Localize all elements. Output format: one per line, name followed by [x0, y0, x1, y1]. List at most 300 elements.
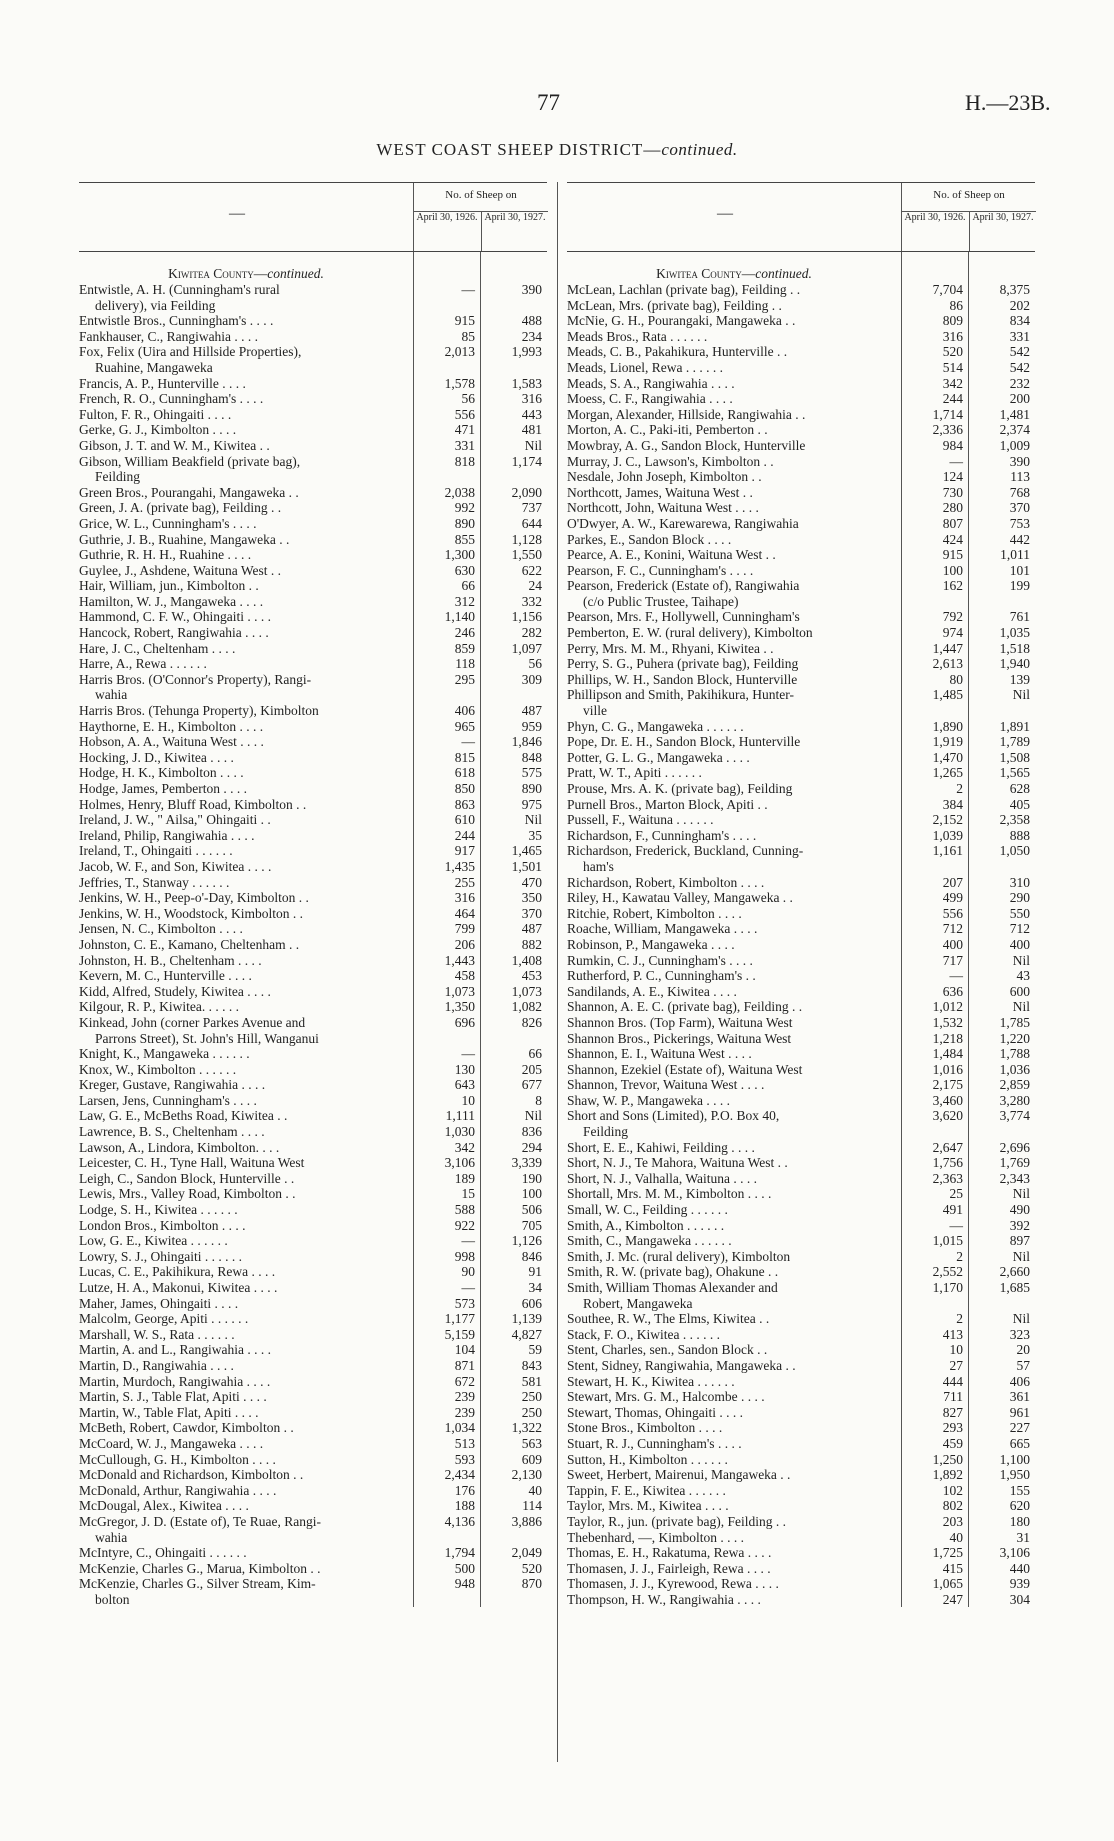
table-row: [79, 1186, 547, 1202]
table-row: [79, 734, 547, 750]
table-row: [79, 843, 547, 859]
owner-name: [567, 999, 893, 1015]
table-row: [79, 547, 547, 563]
table-row: [79, 563, 547, 579]
owner-name: [567, 547, 893, 563]
sheep-count-1927: 1,128: [511, 531, 542, 547]
sheep-count-1926: 711: [943, 1389, 963, 1405]
sheep-count-1926: 255: [454, 874, 475, 890]
sheep-count-1926: 984: [942, 437, 963, 453]
owner-name-line: Shannon, Ezekiel (Estate of), Waituna West: [567, 1061, 803, 1077]
owner-name: [79, 1467, 405, 1483]
table-row: [79, 1561, 547, 1577]
owner-name-line: Northcott, John, Waituna West . . . .: [567, 500, 759, 516]
table-row: [79, 1202, 547, 1218]
sheep-count-1927: 101: [1009, 562, 1030, 578]
owner-name-line: Marshall, W. S., Rata . . . . . .: [79, 1326, 235, 1342]
owner-name-line: Pearson, Frederick (Estate of), Rangiwahia: [567, 578, 800, 594]
sheep-count-1927: 1,950: [999, 1467, 1030, 1483]
owner-name-line: London Bros., Kimbolton . . . .: [79, 1217, 246, 1233]
owner-name-line: Potter, G. L. G., Mangaweka . . . .: [567, 749, 750, 765]
owner-name-line: McGregor, J. D. (Estate of), Te Ruae, Rangi-: [79, 1513, 321, 1529]
sheep-count-1927: 331: [1009, 328, 1030, 344]
table-row: [79, 516, 547, 532]
owner-name: [567, 656, 893, 672]
owner-name-line: Pemberton, E. W. (rural delivery), Kimbolton: [567, 625, 813, 641]
sheep-count-1927: 2,696: [999, 1139, 1030, 1155]
owner-name: [79, 1327, 405, 1343]
sheep-count-1927: 1,785: [999, 1014, 1030, 1030]
sheep-count-1926: 1,140: [444, 609, 475, 625]
sheep-count-1926: 1,016: [932, 1061, 963, 1077]
table-row: [79, 438, 547, 454]
table-row: [79, 1452, 547, 1468]
sheep-count-1927: 1,073: [511, 983, 542, 999]
owner-name: [567, 1093, 893, 1109]
owner-name: [79, 1218, 405, 1234]
owner-name: [79, 999, 405, 1015]
county-suffix: continued.: [267, 266, 324, 281]
owner-name-line: Jensen, N. C., Kimbolton . . . .: [79, 921, 243, 937]
owner-name: [567, 687, 893, 718]
owner-name-line: Sandilands, A. E., Kiwitea . . . .: [567, 983, 737, 999]
sheep-count-1926: 203: [942, 1513, 963, 1529]
owner-name-line: Thomas, E. H., Rakatuma, Rewa . . . .: [567, 1545, 772, 1561]
table-row: [79, 890, 547, 906]
sheep-count-1927: 400: [1009, 936, 1030, 952]
sheep-count-1927: 665: [1009, 1435, 1030, 1451]
sheep-count-1926: 799: [454, 921, 475, 937]
owner-name-continuation: delivery), via Feilding: [95, 297, 216, 313]
table-row: [567, 1483, 1035, 1499]
owner-name: [79, 968, 405, 984]
sheep-count-1927: 390: [1009, 453, 1030, 469]
table-row: [79, 1218, 547, 1234]
sheep-count-1927: Nil: [524, 1108, 542, 1124]
table-row: [567, 532, 1035, 548]
table-row: [567, 1046, 1035, 1062]
sheep-count-1927: 542: [1009, 359, 1030, 375]
sheep-count-1927: 56: [528, 656, 542, 672]
owner-name: [79, 1093, 405, 1109]
owner-name: [567, 516, 893, 532]
page-title: [0, 140, 1114, 160]
table-row: [567, 1374, 1035, 1390]
sheep-count-1927: 1,685: [999, 1280, 1030, 1295]
sheep-count-1927: 139: [1009, 671, 1030, 687]
owner-name: [567, 1218, 893, 1234]
sheep-count-1926: 189: [454, 1170, 475, 1186]
sheep-count-1926: 2: [956, 781, 963, 796]
table-row: [79, 781, 547, 797]
sheep-count-1926: 162: [942, 578, 963, 594]
owner-name: [567, 1467, 893, 1483]
sheep-count-1927: Nil: [1012, 1311, 1030, 1327]
owner-name-continuation: ham's: [583, 858, 614, 874]
table-row: [79, 859, 547, 875]
owner-name: [567, 1452, 893, 1468]
owner-name: [567, 1514, 893, 1530]
sheep-count-1927: 1,565: [999, 765, 1030, 781]
sheep-count-1927: 91: [528, 1264, 542, 1280]
sheep-count-1927: 488: [521, 313, 542, 329]
owner-name-line: Kinkead, John (corner Parkes Avenue and: [79, 1014, 306, 1030]
sheep-count-1927: 575: [521, 765, 542, 781]
sheep-count-1926: 246: [454, 625, 475, 641]
table-row: [567, 1420, 1035, 1436]
owner-name-continuation: (c/o Public Trustee, Taihape): [583, 593, 739, 609]
sheep-count-1926: 890: [454, 515, 475, 531]
owner-name-line: Morton, A. C., Paki-iti, Pemberton . .: [567, 422, 768, 438]
sheep-count-1927: 620: [1009, 1498, 1030, 1514]
sheep-count-1926: 863: [454, 796, 475, 812]
table-row: [79, 422, 547, 438]
left-column: [79, 182, 547, 1607]
sheep-count-1926: 2,552: [932, 1264, 963, 1280]
owner-name-line: McNie, G. H., Pourangaki, Mangaweka . .: [567, 313, 796, 329]
table-row: [79, 1358, 547, 1374]
owner-name: [79, 1264, 405, 1280]
owner-name-continuation: Robert, Mangaweka: [583, 1295, 693, 1311]
owner-name: [567, 812, 893, 828]
table-row: [79, 1514, 547, 1545]
owner-name-line: Northcott, James, Waituna West . .: [567, 484, 753, 500]
table-row: [567, 1218, 1035, 1234]
sheep-count-1926: 85: [461, 328, 475, 344]
sheep-count-1927: 1,481: [999, 406, 1030, 422]
county-name: Kiwitea County—: [168, 266, 268, 281]
sheep-count-1927: 370: [521, 905, 542, 921]
col-1927-label: April 30, 1927.: [481, 212, 548, 251]
sheep-count-1926: 588: [454, 1202, 475, 1218]
owner-name: [79, 1389, 405, 1405]
sheep-count-1927: 155: [1009, 1482, 1030, 1498]
sheep-count-1926: 809: [942, 313, 963, 329]
table-row: [79, 765, 547, 781]
sheep-count-1926: 917: [454, 843, 475, 859]
sheep-count-1927: 1,126: [511, 1233, 542, 1249]
owner-name: [567, 1530, 893, 1546]
sheep-count-1927: 3,280: [999, 1092, 1030, 1108]
table-row: [567, 1108, 1035, 1139]
owner-name: [79, 547, 405, 563]
sheep-count-1926: 593: [454, 1451, 475, 1467]
table-body: [79, 252, 547, 1607]
owner-name: [567, 500, 893, 516]
table-row: [79, 1420, 547, 1436]
table-row: [567, 1202, 1035, 1218]
owner-name: [79, 843, 405, 859]
sheep-count-group-label: No. of Sheep on: [414, 183, 548, 212]
table-row: [567, 360, 1035, 376]
owner-name: [79, 578, 405, 594]
owner-name: [79, 1108, 405, 1124]
owner-name-line: Lawrence, B. S., Cheltenham . . . .: [79, 1124, 265, 1140]
owner-name: [567, 937, 893, 953]
owner-name: [79, 1405, 405, 1421]
owner-name-line: Meads, C. B., Pakahikura, Hunterville . .: [567, 344, 788, 360]
owner-name-line: Perry, S. G., Puhera (private bag), Feilding: [567, 656, 799, 672]
owner-name-line: Nesdale, John Joseph, Kimbolton . .: [567, 469, 762, 485]
sheep-count-1926: 915: [942, 547, 963, 563]
sheep-count-1927: 600: [1009, 983, 1030, 999]
table-row: [567, 1467, 1035, 1483]
sheep-count-1926: 10: [461, 1092, 475, 1108]
owner-name: [79, 1545, 405, 1561]
owner-name: [79, 407, 405, 423]
table-row: [79, 984, 547, 1000]
owner-name-line: Gerke, G. J., Kimbolton . . . .: [79, 422, 237, 438]
table-row: [567, 376, 1035, 392]
sheep-count-1927: 2,049: [511, 1545, 542, 1561]
sheep-count-1927: 1,139: [511, 1311, 542, 1327]
owner-name-line: Hodge, James, Pemberton . . . .: [79, 781, 247, 796]
sheep-count-1926: 643: [454, 1077, 475, 1093]
sheep-count-1926: 206: [454, 936, 475, 952]
owner-name: [79, 1202, 405, 1218]
table-row: [567, 797, 1035, 813]
table-row: [567, 641, 1035, 657]
sheep-count-1926: 295: [454, 671, 475, 687]
sheep-count-1926: 1,725: [932, 1545, 963, 1561]
owner-name-line: Kilgour, R. P., Kiwitea. . . . . .: [79, 999, 239, 1015]
sheep-count-1926: 573: [454, 1295, 475, 1311]
table-row: [567, 1093, 1035, 1109]
owner-name-line: McIntyre, C., Ohingaiti . . . . . .: [79, 1545, 247, 1561]
owner-name-line: Thomasen, J. J., Kyrewood, Rewa . . . .: [567, 1576, 779, 1592]
sheep-count-1927: 506: [521, 1202, 542, 1218]
sheep-count-1926: 40: [949, 1529, 963, 1545]
owner-name-line: Taylor, R., jun. (private bag), Feilding . .: [567, 1513, 786, 1529]
owner-name-line: Harre, A., Rewa . . . . . .: [79, 656, 207, 672]
owner-name: [79, 1077, 405, 1093]
table-row: [79, 921, 547, 937]
sheep-count-1926: 998: [454, 1248, 475, 1264]
owner-name: [79, 516, 405, 532]
sheep-count-1927: 443: [521, 406, 542, 422]
owner-name-continuation: Feilding: [583, 1124, 629, 1140]
sheep-count-1927: 737: [521, 500, 542, 516]
col-1926-label: April 30, 1926.: [416, 212, 478, 223]
sheep-count-1926: 491: [942, 1202, 963, 1218]
sheep-count-1927: 1,408: [511, 952, 542, 968]
table-row: [567, 344, 1035, 360]
sheep-count-1926: 400: [942, 936, 963, 952]
owner-name: [79, 1420, 405, 1436]
owner-name: [79, 765, 405, 781]
owner-name: [567, 1576, 893, 1592]
table-row: [79, 594, 547, 610]
owner-name: [79, 376, 405, 392]
table-row: [79, 953, 547, 969]
sheep-count-1927: 768: [1009, 484, 1030, 500]
table-row: [79, 1498, 547, 1514]
owner-name: [79, 1140, 405, 1156]
owner-name-line: Martin, S. J., Table Flat, Apiti . . . .: [79, 1389, 267, 1405]
owner-name-line: Fankhauser, C., Rangiwahia . . . .: [79, 328, 259, 344]
table-row: [567, 1498, 1035, 1514]
table-row: [567, 953, 1035, 969]
owner-name: [79, 1514, 405, 1545]
sheep-count-1927: 8,375: [999, 282, 1030, 297]
owner-name-line: Low, G. E., Kiwitea . . . . . .: [79, 1233, 228, 1249]
owner-name: [567, 469, 893, 485]
sheep-count-1926: 1,039: [932, 827, 963, 843]
owner-name: [567, 1155, 893, 1171]
owner-name: [567, 1483, 893, 1499]
table-row: [567, 765, 1035, 781]
sheep-count-1926: —: [949, 968, 963, 984]
table-row: [567, 454, 1035, 470]
table-row: [567, 422, 1035, 438]
owner-name: [79, 532, 405, 548]
table-row: [567, 485, 1035, 501]
sheep-count-1927: 34: [528, 1280, 542, 1295]
table-row: [567, 1264, 1035, 1280]
sheep-count-1927: 190: [521, 1170, 542, 1186]
table-row: [79, 1576, 547, 1607]
owner-name: [567, 360, 893, 376]
sheep-count-1926: 618: [454, 765, 475, 781]
owner-name: [79, 1233, 405, 1249]
sheep-count-1926: 342: [942, 375, 963, 391]
sheep-count-1927: 644: [521, 515, 542, 531]
sheep-count-1926: 2,175: [932, 1077, 963, 1093]
sheep-count-1927: Nil: [524, 437, 542, 453]
sheep-count-1927: 705: [521, 1217, 542, 1233]
table-row: [567, 1545, 1035, 1561]
owner-name-line: Guylee, J., Ashdene, Waituna West . .: [79, 562, 282, 578]
sheep-count-1926: 520: [942, 344, 963, 360]
sheep-count-1926: 965: [454, 718, 475, 734]
owner-name: [567, 1498, 893, 1514]
table-row: [79, 1436, 547, 1452]
sheep-count-1926: —: [461, 1046, 475, 1062]
sheep-count-1927: 350: [521, 890, 542, 906]
table-row: [79, 1467, 547, 1483]
sheep-count-1927: 563: [521, 1435, 542, 1451]
table-row: [79, 1233, 547, 1249]
sheep-count-1926: 406: [454, 703, 475, 719]
table-row: [79, 968, 547, 984]
sheep-count-1927: 1,036: [999, 1061, 1030, 1077]
table-row: [567, 407, 1035, 423]
owner-name: [567, 329, 893, 345]
owner-name: [79, 454, 405, 485]
table-row: [567, 781, 1035, 797]
table-row: [567, 609, 1035, 625]
owner-name-line: Pearson, Mrs. F., Hollywell, Cunningham's: [567, 609, 800, 625]
county-heading: [79, 266, 413, 282]
sheep-count-1926: 1,265: [932, 765, 963, 781]
table-row: [567, 329, 1035, 345]
table-row: [567, 516, 1035, 532]
table-body: [567, 252, 1035, 1607]
owner-name: [567, 578, 893, 609]
owner-name: [567, 968, 893, 984]
owner-name: [567, 282, 893, 298]
owner-name-line: Hammond, C. F. W., Ohingaiti . . . .: [79, 609, 272, 625]
owner-name-line: Thomasen, J. J., Fairleigh, Rewa . . . .: [567, 1560, 771, 1576]
table-row: [79, 609, 547, 625]
owner-name: [79, 641, 405, 657]
table-row: [567, 1327, 1035, 1343]
owner-name-line: Southee, R. W., The Elms, Kiwitea . .: [567, 1311, 770, 1327]
owner-name: [79, 1342, 405, 1358]
owner-name-line: Jeffries, T., Stanway . . . . . .: [79, 874, 230, 890]
owner-name: [79, 1046, 405, 1062]
owner-name-continuation: wahia: [95, 1529, 128, 1545]
owner-name-line: Short, N. J., Valhalla, Waituna . . . .: [567, 1170, 758, 1186]
sheep-count-1926: 499: [942, 890, 963, 906]
table-row: [79, 1155, 547, 1171]
owner-name: [79, 797, 405, 813]
owner-name-line: Stent, Sidney, Rangiwahia, Mangaweka . .: [567, 1357, 796, 1373]
sheep-count-1927: 870: [521, 1576, 542, 1592]
sheep-count-1926: 10: [949, 1342, 963, 1358]
report-code: H.—23B.: [965, 90, 1051, 115]
table-row: [79, 1405, 547, 1421]
owner-name: [79, 1452, 405, 1468]
owner-name-line: McBeth, Robert, Cawdor, Kimbolton . .: [79, 1420, 294, 1436]
sheep-count-1926: 1,485: [932, 687, 963, 703]
owner-name: [567, 1545, 893, 1561]
owner-name-line: Johnston, H. B., Cheltenham . . . .: [79, 952, 262, 968]
owner-name-line: Harris Bros. (Tehunga Property), Kimbolton: [79, 703, 319, 719]
sheep-count-1927: 1,940: [999, 656, 1030, 672]
sheep-count-1927: 113: [1010, 469, 1030, 485]
sheep-count-1926: —: [461, 1280, 475, 1295]
table-row: [567, 578, 1035, 609]
owner-name: [567, 438, 893, 454]
sheep-count-1926: 56: [461, 391, 475, 407]
owner-name-line: Murray, J. C., Lawson's, Kimbolton . .: [567, 453, 774, 469]
sheep-count-1926: 630: [454, 562, 475, 578]
owner-name: [567, 1358, 893, 1374]
owner-name: [79, 1561, 405, 1577]
sheep-count-1927: 1,174: [511, 453, 542, 469]
sheep-count-1927: 581: [521, 1373, 542, 1389]
owner-name-line: Francis, A. P., Hunterville . . . .: [79, 375, 246, 391]
sheep-count-1926: 90: [461, 1264, 475, 1280]
table-row: [79, 1264, 547, 1280]
sheep-count-1926: 2,038: [444, 484, 475, 500]
owner-name: [567, 1436, 893, 1452]
owner-name-line: Harris Bros. (O'Connor's Property), Rangi-: [79, 671, 312, 687]
sheep-count-1927: 57: [1016, 1357, 1030, 1373]
sheep-count-1927: 490: [1009, 1202, 1030, 1218]
owner-name: [79, 906, 405, 922]
owner-name-line: Kidd, Alfred, Studely, Kiwitea . . . .: [79, 983, 271, 999]
owner-name-line: Mowbray, A. G., Sandon Block, Hunterville: [567, 437, 806, 453]
sheep-count-1926: 2,434: [444, 1467, 475, 1483]
sheep-count-1926: 130: [454, 1061, 475, 1077]
sheep-count-1927: 250: [521, 1389, 542, 1405]
sheep-count-1926: 415: [942, 1560, 963, 1576]
owner-name: [79, 1155, 405, 1171]
owner-name: [567, 563, 893, 579]
sheep-count-1927: 606: [521, 1295, 542, 1311]
table-row: [79, 641, 547, 657]
sheep-count-1926: 1,065: [932, 1576, 963, 1592]
owner-name-line: Lowry, S. J., Ohingaiti . . . . . .: [79, 1248, 242, 1264]
sheep-count-1927: 294: [521, 1139, 542, 1155]
owner-name: [79, 734, 405, 750]
sheep-count-1926: 672: [454, 1373, 475, 1389]
table-row: [79, 1311, 547, 1327]
sheep-count-1926: 1,218: [932, 1030, 963, 1046]
owner-name-line: Shortall, Mrs. M. M., Kimbolton . . . .: [567, 1186, 772, 1202]
